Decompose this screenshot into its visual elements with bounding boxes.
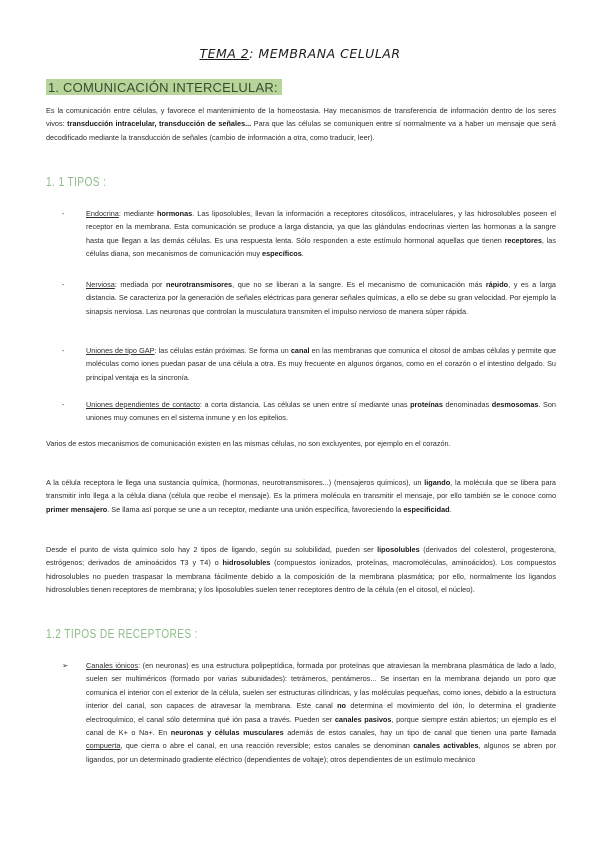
section-1-intro-paragraph [46,104,556,144]
text-run: , que cierra o abre el canal, en una reacción reversible; estos canales se denominan [120,741,414,751]
paragraph-ligando [46,476,556,516]
text-run: , porque siempre están abiertos; un ejemplo es el canal de K+ o Na+. En [86,714,557,738]
text-run: : mediante [118,209,157,218]
bold-run: no [337,701,346,711]
section-1-1-heading: 1. 1 TIPOS : [46,174,107,189]
bold-run: proteínas [410,400,443,409]
text-run: (derivados del colesterol, progesterona, estrógenos; derivados de aminoácidos T3 y T4) o [46,545,556,568]
text-run: , y es a larga distancia. Se caracteriza por la generación de señales eléctricas para generar señales químicas, a ello se debe su gran velocidad. Por ejemplo la sinapsis nerviosa. Las neuronas que controlan la musculatura transmiten el impulso nervioso de manera súper rápida. [86,280,556,316]
bold-run: canales activables [413,741,479,751]
bold-run: liposolubles [377,545,420,554]
bold-run: rápido [485,280,509,289]
underlined-run: compuerta [86,741,121,751]
bullet-dash: - [62,209,65,218]
section-1-2-heading: 1.2 TIPOS DE RECEPTORES : [46,626,198,641]
list-item-nerviosa [62,278,556,318]
list-item-canales-ionicos [62,659,557,766]
term: Uniones dependientes de contacto [86,400,200,409]
text-run: , la molécula que se libera para transmitir info llega a la célula diana (célula que recibe el mensaje). Es la primera molécula en transmitir el mensaje, por ello también se le conoce como [46,478,556,501]
term: Canales iónicos [86,661,139,670]
bold-run: ligando [424,478,451,487]
text-run: (compuestos ionizados, proteínas, macromoléculas, aminoácidos). Los compuestos hidrosolubles no pueden traspasar la membrana fácilmente debido a la composición de la membrana plasmática; por ello, normalmente los ligandos hidrosolubles tienen receptores de membrana; y los liposolubles suelen tener receptores dentro de la célula (en el citosol, el núcleo). [46,558,556,595]
term: Nerviosa [86,280,115,289]
bold-run: neuronas y células musculares [170,728,284,738]
bold-run: primer mensajero [46,504,108,514]
section-1-heading: 1. COMUNICACIÓN INTERCELULAR: [46,79,282,95]
bullet-dash: - [62,280,65,289]
text-run: . Las liposolubles, llevan la información a receptores citosólicos, intracelulares, y las hidrosolubles poseen el receptor en la membrana. Esta comunicación se produce a larga distancia, ya que las glándulas endocrinas vierten las hormonas a la sangre hasta que llegan a las demás células. Es una respuesta lenta. Sólo responden a este estímulo hormonal aquellas que tienen [86,209,557,245]
title-underlined-part: TEMA 2 [199,46,250,61]
text-run: : las células están próximas. Se forma un [154,346,291,355]
bold-run: específicos [262,249,302,259]
term: Endocrina [86,209,119,218]
bold-run: especificidad [403,504,450,514]
bullet-dash: - [62,400,65,409]
text-run: A la célula receptora le llega una sustancia química, (hormonas, neurotransmisores...) (mensajeros químicos), un [46,478,425,487]
list-item-uniones-contacto [62,398,556,425]
text-run: . Son uniones muy comunes en el sistema inmune y en los epitelios. [86,400,556,423]
bold-run: desmosomas [491,400,539,409]
text-run: Es la comunicación entre células, y favorece el mantenimiento de la homeostasia. Hay mecanismos de transferencia de información dentro de los seres vivos: [46,106,556,129]
bold-run: neurotransmisores [166,280,233,289]
bold-run: hormonas [156,209,193,218]
document-title [0,47,600,60]
list-item-uniones-gap [62,344,556,384]
bullet-dash: - [62,346,65,355]
term: Uniones de tipo GAP [86,346,155,355]
text-run: . [449,504,452,514]
bold-run: receptores [504,235,542,245]
paragraph-tipos-ligando [46,543,556,597]
bold-run: transducción intracelular, transducción de señales... [67,119,252,129]
text-run: . Se llama así porque se une a un receptor, mediante una unión específica, favoreciendo la [107,504,404,514]
text-run: : mediada por [114,280,167,289]
text-run: Desde el punto de vista químico solo hay 2 tipos de ligando, según su solubilidad, pueden ser [46,545,378,554]
text-run: : a corta distancia. Las células se unen entre sí mediante unas [199,400,411,409]
text-run: Para que las células se comuniquen entre sí normalmente va a haber un mensaje que será decodificado mediante la transducción de señales (cambio de información a otra, como traducir, leer). [46,119,556,142]
text-run: además de estos canales, hay un tipo de canal que tienen una parte llamada [283,728,557,738]
text-run: en las membranas que comunica el citosol de ambas células y permite que moléculas como iones puedan pasar de una célula a otra. Es muy frecuente en algunos órganos, como en el corazón o el intestino delgado. Su principal ventaja es la sincronía. [86,346,556,382]
bold-run: canal [290,346,310,355]
text-run: determina el movimiento del ión, lo determina el gradiente electroquímico, el canal sólo determina qué ión pasa a través. Pueden ser [86,701,556,724]
paragraph-mecanismos: Varios de estos mecanismos de comunicación existen en las mismas células, no son excluyentes, por ejemplo en el corazón. [46,439,451,448]
list-item-endocrina [62,207,557,261]
text-run: denominadas [442,400,492,409]
title-rest: : MEMBRANA CELULAR [249,46,401,61]
bold-run: hidrosolubles [222,558,271,568]
bold-run: canales pasivos [334,714,392,724]
text-run: , las células diana, son mecanismos de comunicación muy [86,235,556,259]
text-run: : (en neuronas) es una estructura polipeptídica, formada por proteínas que atraviesan la membrana plasmática de lado a lado, suelen ser multiméricos (formado por varias subunidades): tetrámeros, pentámeros... Se insertan en la membrana dejando un poro que comunica el interior con el exterior de la célula, suelen ser estructuras cilíndricas, y las moléculas pequeñas, como iones, debido a la estructura interior del canal, son capaces de atravesar la membrana. Este canal [86,661,556,711]
text-run: , que no se liberan a la sangre. Es el mecanismo de comunicación más [232,280,486,289]
text-run: , algunos se abren por ligandos, por un determinado gradiente eléctrico (dependientes de voltaje); otros dependientes de un estímulo mecánico [86,741,556,764]
arrow-bullet: ➢ [62,661,69,670]
text-run: . [301,249,304,259]
